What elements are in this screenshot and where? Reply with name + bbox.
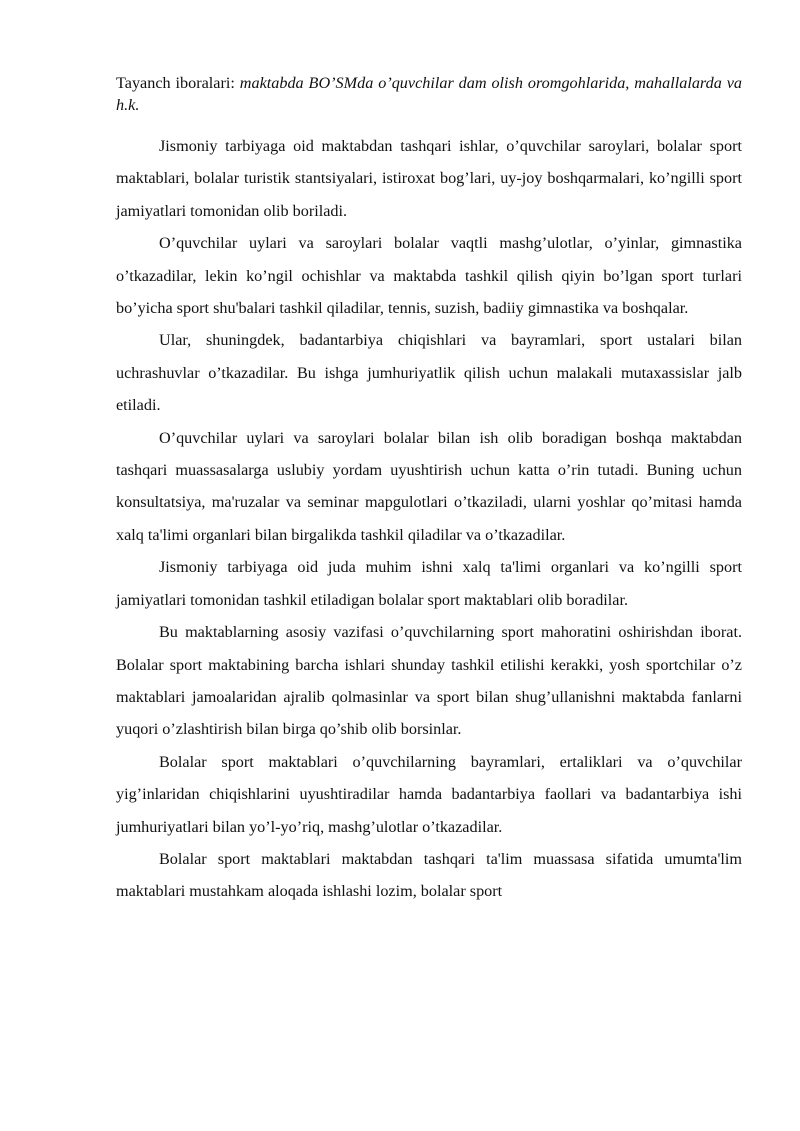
paragraph: Bolalar sport maktablari o’quvchilarning bayramlari, ertaliklari va o’quvchilar yig’inlaridan chiqishlarini uyushtiradilar hamda badantarbiya faollari va badantarbiya ishi jumhuriyatlari bilan yo’l-yo’riq, mashg’ulotlar o’tkazadilar. [116, 752, 742, 836]
document-page [116, 72, 742, 908]
keywords-line [116, 72, 742, 116]
paragraph: Ular, shuningdek, badantarbiya chiqishlari va bayramlari, sport ustalari bilan uchrashuvlar o’tkazadilar. Bu ishga jumhuriyatlik qilish uchun malakali mutaxassislar jalb etiladi. [116, 331, 742, 415]
keywords-label: Tayanch iboralari: [116, 74, 235, 92]
paragraph: Jismoniy tarbiyaga oid maktabdan tashqari ishlar, o’quvchilar saroylari, bolalar sport maktablari, bolalar turistik stantsiyalari, istiroxat bog’lari, uy-joy boshqarmalari, ko’ngilli sport jamiyatlari tomonidan olib boriladi. [116, 137, 742, 220]
paragraph: Bu maktablarning asosiy vazifasi o’quvchilarning sport mahoratini oshirishdan iborat. Bolalar sport maktabining barcha ishlari shunday tashkil etilishi kerakki, yosh sportchilar o’z maktablari jamoalaridan ajralib qolmasinlar va sport bilan shug’ullanishni maktabda fanlarni yuqori o’zlashtirish bilan birga qo’shib olib borsinlar. [116, 623, 742, 739]
keywords-text: maktabda BO’SMda o’quvchilar dam olish oromgohlarida, mahallalarda va h.k. [116, 74, 743, 114]
paragraph: Bolalar sport maktablari maktabdan tashqari ta'lim muassasa sifatida umumta'lim maktablari mustahkam aloqada ishlashi lozim, bolalar sport [116, 849, 742, 901]
paragraph: O’quvchilar uylari va saroylari bolalar bilan ish olib boradigan boshqa maktabdan tashqari muassasalarga uslubiy yordam uyushtirish uchun katta o’rin tutadi. Buning uchun konsultatsiya, ma'ruzalar va seminar mapgulotlari o’tkaziladi, ularni yoshlar qo’mitasi hamda xalq ta'limi organlari bilan birgalikda tashkil qiladilar va o’tkazadilar. [116, 428, 742, 544]
paragraph: O’quvchilar uylari va saroylari bolalar vaqtli mashg’ulotlar, o’yinlar, gimnastika o’tkazadilar, lekin ko’ngil ochishlar va maktabda tashkil qilish qiyin bo’lgan sport turlari bo’yicha sport shu'balari tashkil qiladilar, tennis, suzish, badiiy gimnastika va boshqalar. [116, 234, 742, 318]
paragraph: Jismoniy tarbiyaga oid juda muhim ishni xalq ta'limi organlari va ko’ngilli sport jamiyatlari tomonidan tashkil etiladigan bolalar sport maktablari olib boradilar. [116, 558, 742, 609]
